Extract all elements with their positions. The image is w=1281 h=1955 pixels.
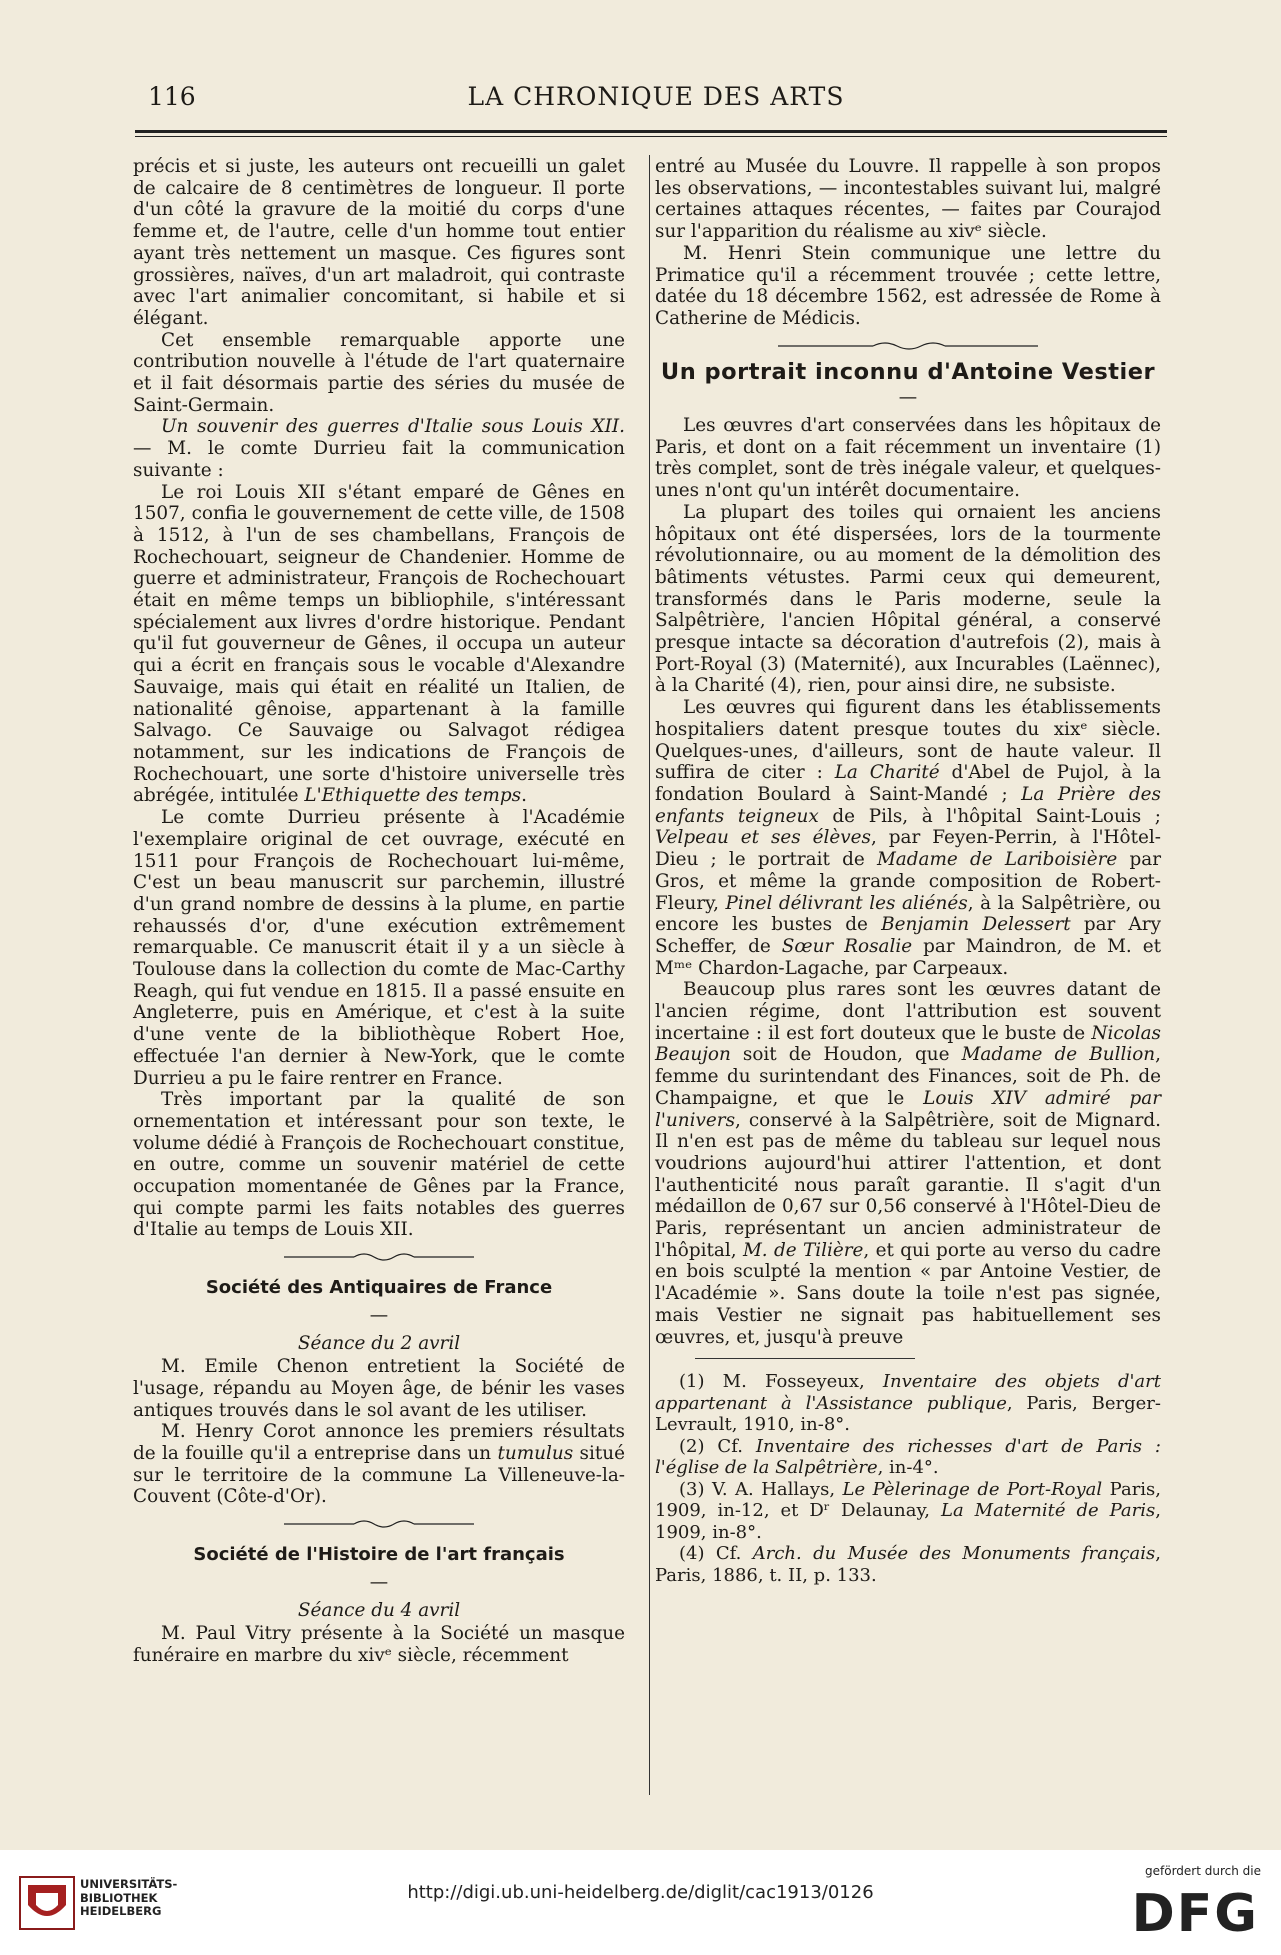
paragraph: précis et si juste, les auteurs ont recueilli un galet de calcaire de 8 centimètres de longueur. Il porte d'un côté la gravure de la moitié du corps d'une femme et, de l'autre, celle d'un homme tout entier ayant très nettement un masque. Ces figures sont grossières, naïves, d'un art maladroit, qui contraste avec l'art animalier concomitant, si habile et si élégant. xyxy=(133,156,625,329)
text: d'Abel de Pujol, à la fondation Boulard à Saint-Mandé ; xyxy=(655,762,1162,805)
text: (3) V. A. Hallays, xyxy=(679,1478,843,1500)
work-title: Madame de Lariboisière xyxy=(876,849,1118,871)
text: . xyxy=(521,785,527,807)
funded-by-label: gefördert durch die xyxy=(1145,1864,1261,1878)
section-heading: Société des Antiquaires de France xyxy=(205,1277,553,1299)
work-title: Pinel délivrant les aliénés xyxy=(725,892,968,914)
footer-bar xyxy=(0,1850,1281,1955)
footnote xyxy=(655,1479,1161,1544)
text: par Ary Scheffer, de xyxy=(655,914,1161,957)
paragraph xyxy=(655,979,1161,1348)
footnote xyxy=(655,1371,1161,1436)
text: , conservé à la Salpêtrière, soit de Mignard. Il n'en est pas de même du tableau sur lequel nous voudrions aujourd'hui attirer l'attention, et dont l'authenticité nous paraît garantie. Il s'agit d'un médaillon de 0,67 sur 0,56 conservé à l'Hôtel-Dieu de Paris, représentant un ancien administrateur de l'hôpital, xyxy=(655,1109,1161,1261)
work-title: Inventaire des objets d'art appartenant à l'Assistance publique xyxy=(655,1371,1161,1414)
work-title: La Prière des enfants teigneux xyxy=(655,783,1161,827)
footnote xyxy=(655,1543,1161,1586)
text: , Paris, Berger-Levrault, 1910, in-8°. xyxy=(655,1392,1161,1436)
paragraph: M. Emile Chenon entretient la Société de l'usage, répandu au Moyen âge, de bénir les vases antiques trouvés dans le sol avant de les utiliser. xyxy=(133,1356,625,1421)
text: , in-4°. xyxy=(877,1457,939,1479)
book-title: L'Ethiquette des temps xyxy=(304,785,522,807)
paragraph: Cet ensemble remarquable apporte une contribution nouvelle à l'étude de l'art quaternaire et il fait désormais partie des séries du musée de Saint-Germain. xyxy=(133,329,625,416)
work-title: M. de Tilière xyxy=(742,1239,864,1261)
text: Le roi Louis XII s'étant emparé de Gênes en 1507, confia le gouvernement de cette ville, de 1508 à 1512, à l'un de ses chambellans, François de Rochechouart, seigneur de Chandenier. Homme de guerre et administrateur, François de Rochechouart était en même temps un bibliophile, s'intéressant spécialement aux livres d'ordre historique. Pendant qu'il fut gouverneur de Gênes, il occupa un auteur qui a écrit en français sous le vocable d'Alexandre Sauvaige, mais qui était en réalité un Italien, de nationalité gênoise, appartenant à la famille Salvago. Ce Sauvaige ou Salvagot rédigea notamment, sur les indications de François de Rochechouart, une sorte d'histoire universelle très abrégée, intitulée xyxy=(133,481,625,807)
paragraph xyxy=(133,416,625,481)
text: , Paris, 1886, t. II, p. 133. xyxy=(655,1543,1161,1586)
header-rule-thin xyxy=(135,136,1167,137)
text: soit de Houdon, que xyxy=(730,1044,962,1066)
session-date: Séance du 4 avril xyxy=(297,1599,461,1621)
text: de Pils, à l'hôpital Saint-Louis ; xyxy=(818,805,1162,827)
work-title: Sœur Rosalie xyxy=(781,935,913,957)
work-title: Velpeau et ses élèves xyxy=(655,827,871,849)
dfg-logo: DFG xyxy=(1131,1884,1259,1944)
work-title: Le Pèlerinage de Port-Royal xyxy=(842,1478,1103,1500)
dash: — xyxy=(898,387,918,409)
header-rule xyxy=(135,130,1167,133)
text: par Gros, et même la grande composition de Robert-Fleury, xyxy=(655,849,1162,914)
source-url-link[interactable]: http://digi.ub.uni-heidelberg.de/diglit/cac1913/0126 xyxy=(407,1882,874,1903)
article-heading: Un portrait inconnu d'Antoine Vestier xyxy=(660,358,1156,385)
paragraph: Le comte Durrieu présente à l'Académie l'exemplaire original de cet ouvrage, exécuté en 1511 pour François de Rochechouart lui-même, C'est un beau manuscrit sur parchemin, illustré d'un grand nombre de dessins à la plume, en partie rehaussés d'or, d'une exécution extrêmement remarquable. Ce manuscrit était il y a un siècle à Toulouse dans la collection du comte de Mac-Carthy Reagh, qui fut vendue en 1815. Il a passé ensuite en Angleterre, puis en Amérique, et c'est à la suite d'une vente de la bibliothèque Robert Hoe, effectuée l'an dernier à New-York, que le comte Durrieu a pu le faire rentrer en France. xyxy=(133,807,625,1089)
text: (2) Cf. xyxy=(679,1435,756,1457)
text: , et qui porte au verso du cadre en bois sculpté la mention « par Antoine Vestier, de l'Académie ». Sans doute la toile n'est pas signée, mais Vestier ne signait pas habituellement ses œuvres, et, jusqu'à preuve xyxy=(655,1239,1162,1348)
page-header xyxy=(148,82,1164,122)
work-title: Arch. du Musée des Monuments français xyxy=(752,1543,1156,1565)
footnote xyxy=(655,1436,1161,1479)
article-title: Un souvenir des guerres d'Italie sous Louis XII. xyxy=(161,416,625,438)
text: (4) Cf. xyxy=(679,1543,753,1565)
text: (1) M. Fosseyeux, xyxy=(679,1371,883,1393)
paragraph: Les œuvres d'art conservées dans les hôpitaux de Paris, et dont on a fait récemment un inventaire (1) très complet, sont de très inégale valeur, et quelques-unes n'ont qu'un intérêt documentaire. xyxy=(655,415,1161,502)
text: Beaucoup plus rares sont les œuvres datant de l'ancien régime, dont l'attribution est souvent incertaine : il est fort douteux que le buste de xyxy=(655,979,1161,1044)
text: , par Feyen-Perrin, à l'Hôtel-Dieu ; le portrait de xyxy=(655,827,1161,871)
text: Paris, 1909, in-12, et Dʳ Delaunay, xyxy=(655,1478,1162,1522)
paragraph: Très important par la qualité de son ornementation et intéressant pour son texte, le volume dédié à François de Rochechouart constitue, en outre, comme un souvenir matériel de cette occupation momentanée de Gênes par la France, qui compte parmi les faits notables des guerres d'Italie au temps de Louis XII. xyxy=(133,1089,625,1241)
running-title: LA CHRONIQUE DES ARTS xyxy=(467,82,845,111)
footnotes xyxy=(655,1371,1161,1586)
work-title: Inventaire des richesses d'art de Paris : l'église de la Salpêtrière xyxy=(655,1435,1161,1479)
left-column xyxy=(133,156,625,1667)
work-title: La Charité xyxy=(834,762,940,784)
text: situé sur le territoire de la commune La Villeneuve-la-Couvent (Côte-d'Or). xyxy=(133,1443,625,1508)
dash: — xyxy=(369,1571,389,1593)
library-name-line: BIBLIOTHEK xyxy=(80,1890,158,1905)
text: , à la Salpêtrière, ou encore les bustes de xyxy=(655,892,1161,936)
work-title: La Maternité de Paris xyxy=(940,1500,1156,1522)
text: tumulus xyxy=(497,1443,574,1465)
paragraph: La plupart des toiles qui ornaient les anciens hôpitaux ont été dispersées, lors de la tourmente révolutionnaire, ou au moment de la démolition des bâtiments vétustes. Parmi ceux qui demeurent, transformés dans le Paris moderne, seule la Salpêtrière, l'ancien Hôpital général, a conservé presque intacte sa décoration d'autrefois (2), mais à Port-Royal (3) (Maternité), aux Incurables (Laënnec), à la Charité (4), rien, pour ainsi dire, ne subsiste. xyxy=(655,501,1161,697)
paragraph: M. Henri Stein communique une lettre du Primatice qu'il a récemment trouvée ; cette lettre, datée du 18 décembre 1562, est adressée de Rome à Catherine de Médicis. xyxy=(655,242,1161,329)
work-title: Madame de Bullion xyxy=(961,1044,1156,1066)
ornament-divider xyxy=(284,1518,474,1530)
right-column xyxy=(655,156,1161,1586)
text: , 1909, in-8°. xyxy=(655,1500,1161,1543)
paragraph xyxy=(655,697,1161,979)
work-title: Benjamin Delessert xyxy=(881,914,1071,936)
footnote-rule xyxy=(695,1358,915,1359)
text: Les œuvres qui figurent dans les établissements hospitaliers datent presque toutes du xixᵉ siècle. Quelques-unes, d'ailleurs, sont de haute valeur. Il suffira de citer : xyxy=(655,697,1161,784)
ornament-divider xyxy=(284,1251,474,1263)
ornament-divider xyxy=(778,340,1038,352)
page-number: 116 xyxy=(148,82,196,111)
dash: — xyxy=(369,1304,389,1326)
paragraph xyxy=(133,482,625,808)
work-title: Nicolas Beaujon xyxy=(655,1022,1161,1066)
paragraph: M. Paul Vitry présente à la Société un masque funéraire en marbre du xivᵉ siècle, récemment xyxy=(133,1623,625,1666)
text: M. Henry Corot annonce les premiers résultats de la fouille qu'il a entreprise dans un xyxy=(133,1421,625,1465)
paragraph: entré au Musée du Louvre. Il rappelle à son propos les observations, — incontestables suivant lui, malgré certaines attaques récentes, — faites par Courajod sur l'apparition du réalisme au xivᵉ siècle. xyxy=(655,156,1161,243)
column-rule xyxy=(649,155,650,1795)
library-name-line: HEIDELBERG xyxy=(80,1904,162,1918)
text: , femme du surintendant des Finances, soit de Ph. de Champaigne, et que le xyxy=(655,1044,1161,1109)
text: par Maindron, de M. et Mᵐᵉ Chardon-Lagache, par Carpeaux. xyxy=(655,935,1161,979)
library-name-line: UNIVERSITÄTS- xyxy=(80,1877,178,1891)
section-heading: Société de l'Histoire de l'art français xyxy=(193,1544,565,1566)
text: — M. le comte Durrieu fait la communication suivante : xyxy=(133,438,625,481)
paragraph xyxy=(133,1421,625,1508)
work-title: Louis XIV admiré par l'univers xyxy=(655,1087,1161,1131)
session-date: Séance du 2 avril xyxy=(297,1332,461,1354)
